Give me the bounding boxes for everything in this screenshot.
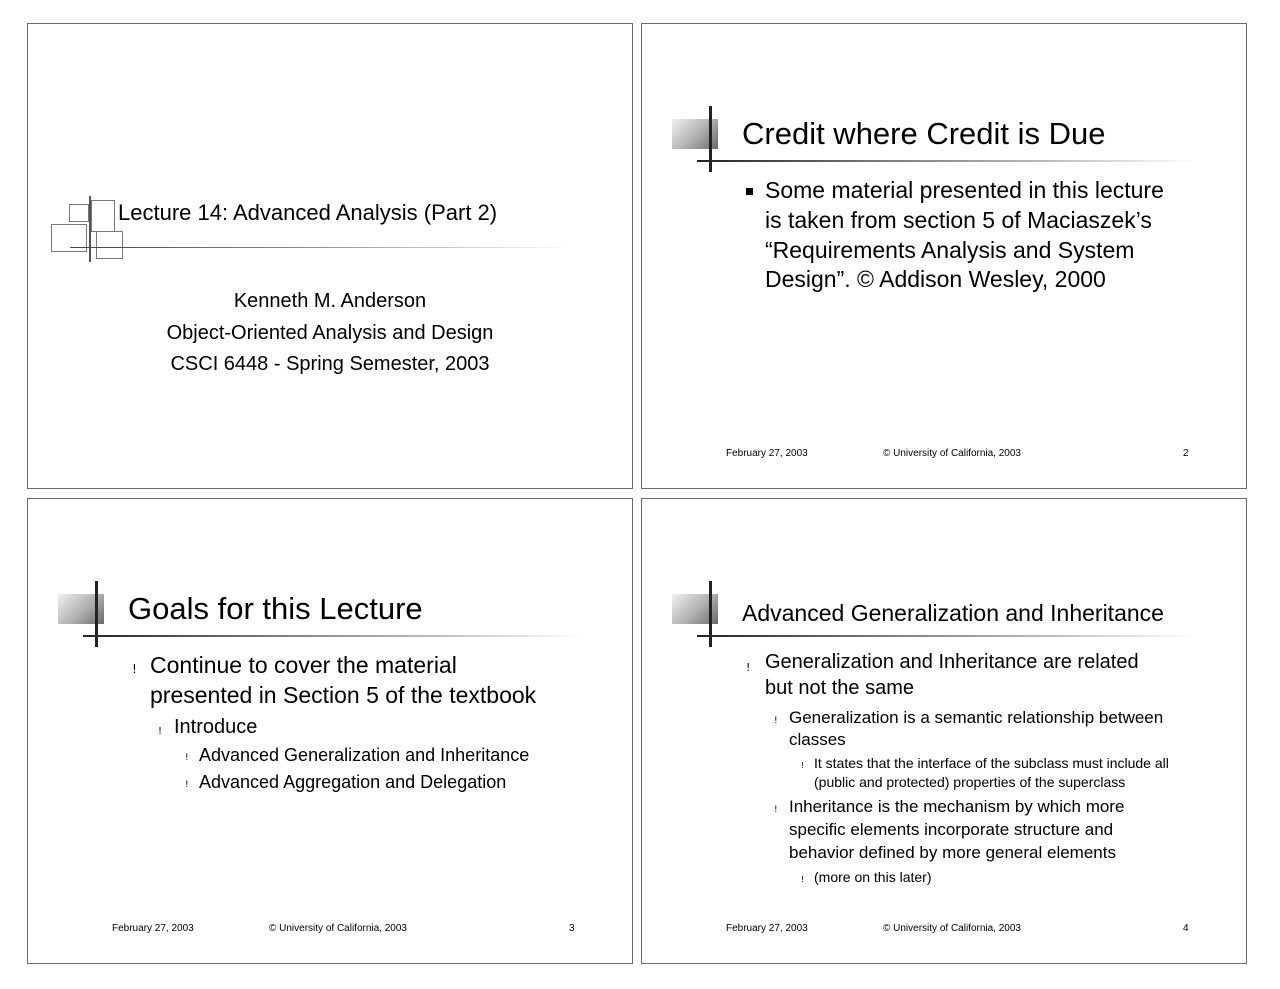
sub-sub-bullet-text-line: It states that the interface of the subclass must include all	[814, 755, 1169, 771]
sub-sub-bullet-text: Advanced Aggregation and Delegation	[199, 772, 507, 792]
decorative-square-icon	[91, 200, 115, 232]
footer-date: February 27, 2003	[112, 923, 194, 934]
sub-sub-bullet-mark-icon: !	[801, 875, 805, 884]
footer-copyright: © University of California, 2003	[269, 923, 407, 934]
bullet-mark-icon: !	[746, 661, 751, 674]
sub-sub-bullet-mark-icon: !	[801, 761, 805, 770]
sub-bullet-mark-icon: !	[774, 805, 778, 815]
sub-sub-bullet-text: Advanced Generalization and Inheritance	[199, 745, 530, 765]
sub-bullet-text-line: classes	[789, 730, 846, 749]
bullet-text-line: Continue to cover the material	[150, 652, 457, 678]
sub-sub-bullet-text-line: (public and protected) properties of the superclass	[814, 774, 1126, 790]
slide-title: Goals for this Lecture	[128, 591, 423, 626]
slide-title: Advanced Generalization and Inheritance	[742, 600, 1164, 626]
bullet-text-line: but not the same	[765, 677, 914, 699]
sub-bullet-text: Introduce	[174, 716, 258, 738]
title-underline	[697, 635, 1197, 637]
footer-date: February 27, 2003	[726, 448, 808, 459]
footer-page-number: 3	[569, 923, 575, 934]
title-underline	[70, 247, 575, 248]
bullet-text-line: Design”. © Addison Wesley, 2000	[765, 266, 1106, 292]
title-cross-vertical	[709, 581, 712, 647]
bullet-text-line: Generalization and Inheritance are related	[765, 651, 1139, 673]
sub-bullet-text-line: specific elements incorporate structure and	[789, 820, 1114, 839]
footer-page-number: 2	[1183, 448, 1189, 459]
course-name: Object-Oriented Analysis and Design	[166, 322, 494, 344]
sub-bullet-text-line: Generalization is a semantic relationship between	[789, 708, 1164, 727]
footer-page-number: 4	[1183, 923, 1189, 934]
footer-copyright: © University of California, 2003	[883, 448, 1021, 459]
sub-bullet-text-line: behavior defined by more general elements	[789, 843, 1116, 862]
slide-4-generalization	[641, 498, 1247, 964]
sub-bullet-mark-icon: !	[774, 716, 778, 726]
title-cross-vertical	[95, 581, 98, 647]
title-cross-vertical	[709, 106, 712, 172]
sub-sub-bullet-text: (more on this later)	[814, 869, 932, 885]
footer-date: February 27, 2003	[726, 923, 808, 934]
slide-3-goals	[27, 498, 633, 964]
decorative-square-icon	[69, 204, 89, 222]
title-underline	[697, 160, 1197, 162]
bullet-text-line: presented in Section 5 of the textbook	[150, 682, 537, 708]
slide-title: Lecture 14: Advanced Analysis (Part 2)	[118, 200, 498, 225]
sub-bullet-text-line: Inheritance is the mechanism by which more	[789, 797, 1125, 816]
decorative-square-icon	[96, 231, 123, 259]
slide-2-credit	[641, 23, 1247, 489]
slide-title: Credit where Credit is Due	[742, 116, 1106, 151]
title-underline	[83, 635, 583, 637]
author-name: Kenneth M. Anderson	[233, 290, 427, 312]
sub-sub-bullet-mark-icon: !	[185, 753, 189, 763]
bullet-text-line: Some material presented in this lecture	[765, 177, 1164, 203]
sub-bullet-mark-icon: !	[158, 726, 163, 737]
bullet-text-line: “Requirements Analysis and System	[765, 237, 1135, 263]
decorative-vertical-line	[89, 196, 91, 262]
footer-copyright: © University of California, 2003	[883, 923, 1021, 934]
slide-1-title	[27, 23, 633, 489]
sub-sub-bullet-mark-icon: !	[185, 780, 189, 790]
bullet-text-line: is taken from section 5 of Maciaszek’s	[765, 207, 1152, 233]
bullet-mark-icon: !	[132, 662, 137, 676]
bullet-square-icon	[746, 188, 753, 195]
course-term: CSCI 6448 - Spring Semester, 2003	[170, 353, 490, 375]
